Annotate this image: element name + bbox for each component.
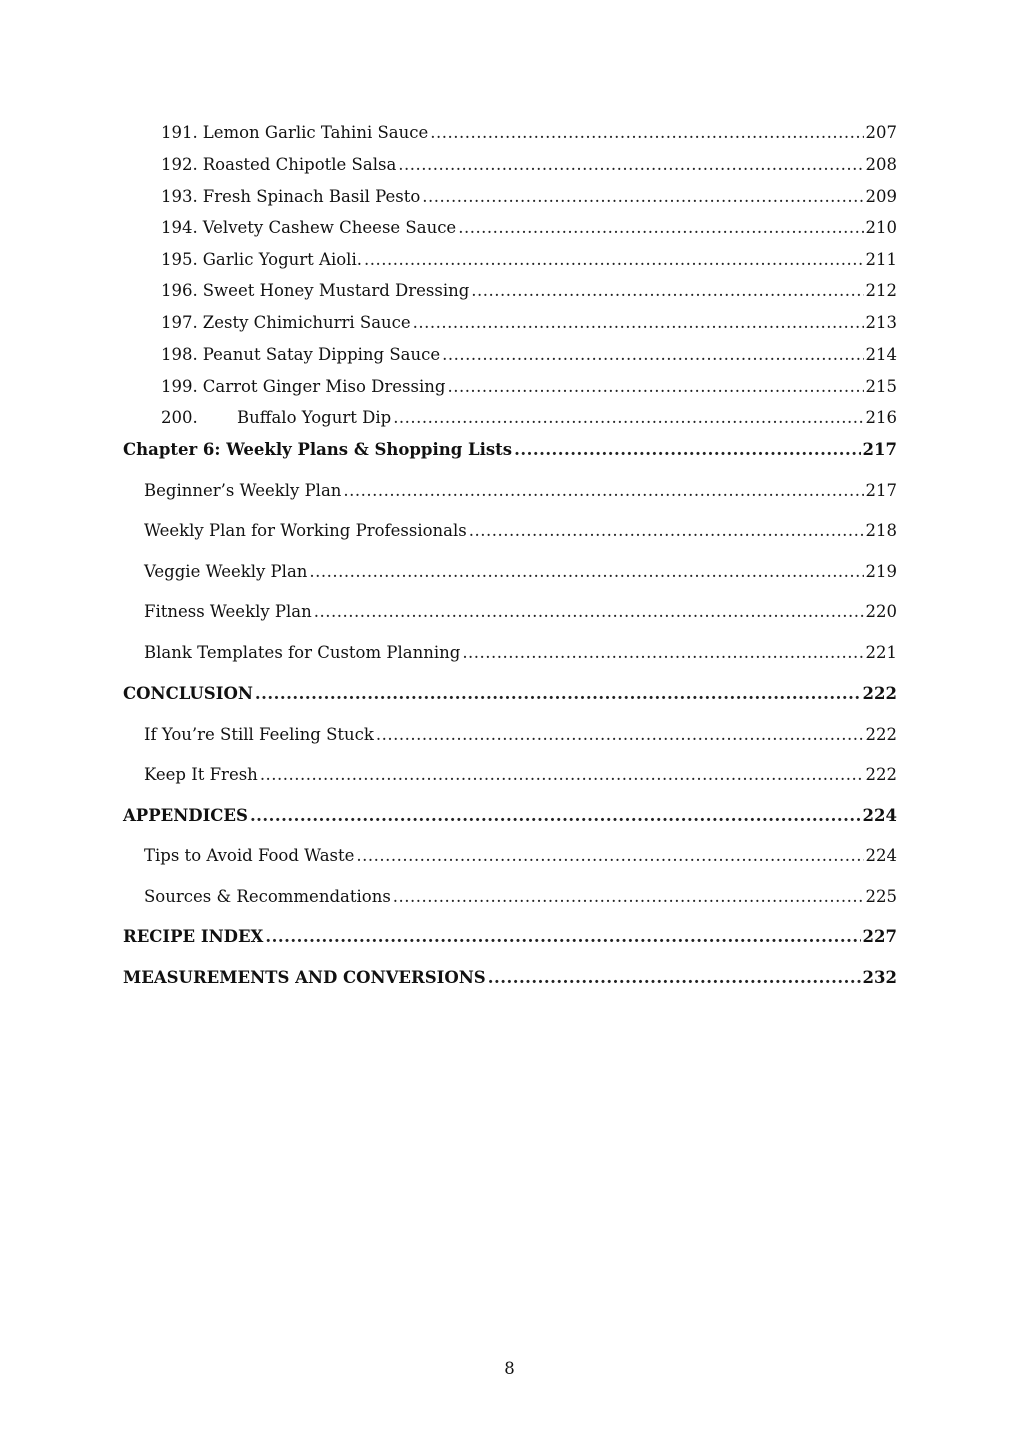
dot-leader: [265, 926, 860, 948]
section-page: 219: [865, 562, 897, 581]
entry-number: 197.: [161, 313, 198, 332]
toc-measurements-conversions[interactable]: [123, 967, 897, 989]
entry-number: 199.: [161, 377, 198, 396]
chapter-page: 222: [862, 684, 897, 703]
entry-title: Buffalo Yogurt Dip: [237, 408, 392, 427]
dot-leader: [488, 967, 861, 989]
toc-entry-recipe-193[interactable]: [161, 186, 897, 208]
entry-title: Sweet Honey Mustard Dressing: [202, 281, 470, 300]
dot-leader: [356, 845, 863, 867]
toc-section-still-feeling-stuck[interactable]: [144, 724, 897, 746]
page-number: 8: [504, 1359, 515, 1378]
section-title: Veggie Weekly Plan: [144, 562, 308, 581]
section-page: 225: [865, 887, 897, 906]
section-page: 222: [865, 725, 897, 744]
section-page: 222: [865, 765, 897, 784]
entry-number: 196.: [161, 281, 198, 300]
section-title: Beginner’s Weekly Plan: [144, 481, 342, 500]
chapter-title: APPENDICES: [123, 806, 248, 825]
toc-section-sources-recommendations[interactable]: [144, 886, 897, 908]
chapter-page: 224: [862, 806, 897, 825]
entry-page: 213: [865, 313, 897, 332]
entry-page: 212: [865, 281, 897, 300]
entry-title: Roasted Chipotle Salsa: [202, 155, 397, 174]
toc-entry-recipe-191[interactable]: [161, 122, 897, 144]
entry-title: Velvety Cashew Cheese Sauce: [202, 218, 457, 237]
toc-section-veggie-weekly-plan[interactable]: [144, 561, 897, 583]
dot-leader: [471, 280, 863, 302]
toc-section-blank-templates[interactable]: [144, 642, 897, 664]
entry-page: 207: [865, 123, 897, 142]
dot-leader: [309, 561, 863, 583]
dot-leader: [398, 154, 863, 176]
dot-leader: [458, 217, 863, 239]
dot-leader: [442, 344, 863, 366]
section-page: 217: [865, 481, 897, 500]
section-title: Sources & Recommendations: [144, 887, 391, 906]
dot-leader: [260, 764, 864, 786]
dot-leader: [413, 312, 864, 334]
section-title: Tips to Avoid Food Waste: [144, 846, 355, 865]
section-title: Fitness Weekly Plan: [144, 602, 312, 621]
section-title: Keep It Fresh: [144, 765, 258, 784]
toc-recipe-index[interactable]: [123, 926, 897, 948]
section-page: 220: [865, 602, 897, 621]
toc-entry-recipe-194[interactable]: [161, 217, 897, 239]
entry-number: 195.: [161, 250, 198, 269]
dot-leader: [462, 642, 863, 664]
dot-leader: [255, 683, 861, 705]
entry-title: Fresh Spinach Basil Pesto: [202, 187, 421, 206]
toc-entry-recipe-196[interactable]: [161, 280, 897, 302]
toc-entry-recipe-192[interactable]: [161, 154, 897, 176]
toc-section-avoid-food-waste[interactable]: [144, 845, 897, 867]
entry-number: 191.: [161, 123, 198, 142]
chapter-title: CONCLUSION: [123, 684, 253, 703]
dot-leader: [447, 376, 863, 398]
dot-leader: [314, 601, 864, 623]
dot-leader: [343, 480, 863, 502]
entry-title: Zesty Chimichurri Sauce: [202, 313, 411, 332]
dot-leader: [514, 439, 860, 461]
entry-page: 210: [865, 218, 897, 237]
section-title: Blank Templates for Custom Planning: [144, 643, 461, 662]
entry-title: Peanut Satay Dipping Sauce: [202, 345, 441, 364]
entry-page: 214: [865, 345, 897, 364]
dot-leader: [430, 122, 863, 144]
toc-entry-recipe-195[interactable]: [161, 249, 897, 271]
dot-leader: [393, 407, 863, 429]
chapter-page: 232: [862, 968, 897, 987]
section-page: 224: [865, 846, 897, 865]
entry-number: 192.: [161, 155, 198, 174]
chapter-title: RECIPE INDEX: [123, 927, 264, 946]
toc-conclusion[interactable]: [123, 683, 897, 705]
chapter-title: Chapter 6: Weekly Plans & Shopping Lists: [123, 440, 513, 459]
entry-page: 216: [865, 408, 897, 427]
chapter-title: MEASUREMENTS AND CONVERSIONS: [123, 968, 486, 987]
toc-appendices[interactable]: [123, 805, 897, 827]
entry-number: 193.: [161, 187, 198, 206]
toc-entry-recipe-198[interactable]: [161, 344, 897, 366]
toc-section-beginners-weekly-plan[interactable]: [144, 480, 897, 502]
entry-page: 215: [865, 377, 897, 396]
section-title: Weekly Plan for Working Professionals: [144, 521, 467, 540]
section-title: If You’re Still Feeling Stuck: [144, 725, 374, 744]
entry-page: 208: [865, 155, 897, 174]
entry-page: 211: [865, 250, 897, 269]
dot-leader: [250, 805, 861, 827]
entry-number: 200.: [161, 408, 198, 427]
toc-chapter-6[interactable]: [123, 439, 897, 461]
toc-entry-recipe-197[interactable]: [161, 312, 897, 334]
dot-leader: [376, 724, 864, 746]
section-page: 221: [865, 643, 897, 662]
toc-entry-recipe-200[interactable]: [161, 407, 897, 429]
chapter-page: 227: [862, 927, 897, 946]
toc-section-fitness-weekly-plan[interactable]: [144, 601, 897, 623]
entry-title: Lemon Garlic Tahini Sauce: [202, 123, 429, 142]
dot-leader: [422, 186, 863, 208]
entry-title: Garlic Yogurt Aioli.: [202, 250, 362, 269]
entry-page: 209: [865, 187, 897, 206]
toc-section-working-professionals-plan[interactable]: [144, 520, 897, 542]
toc-section-keep-it-fresh[interactable]: [144, 764, 897, 786]
section-page: 218: [865, 521, 897, 540]
dot-leader: [364, 249, 864, 271]
entry-number: 194.: [161, 218, 198, 237]
dot-leader: [469, 520, 864, 542]
toc-entry-recipe-199[interactable]: [161, 376, 897, 398]
dot-leader: [393, 886, 864, 908]
entry-number: 198.: [161, 345, 198, 364]
chapter-page: 217: [862, 440, 897, 459]
entry-title: Carrot Ginger Miso Dressing: [202, 377, 446, 396]
